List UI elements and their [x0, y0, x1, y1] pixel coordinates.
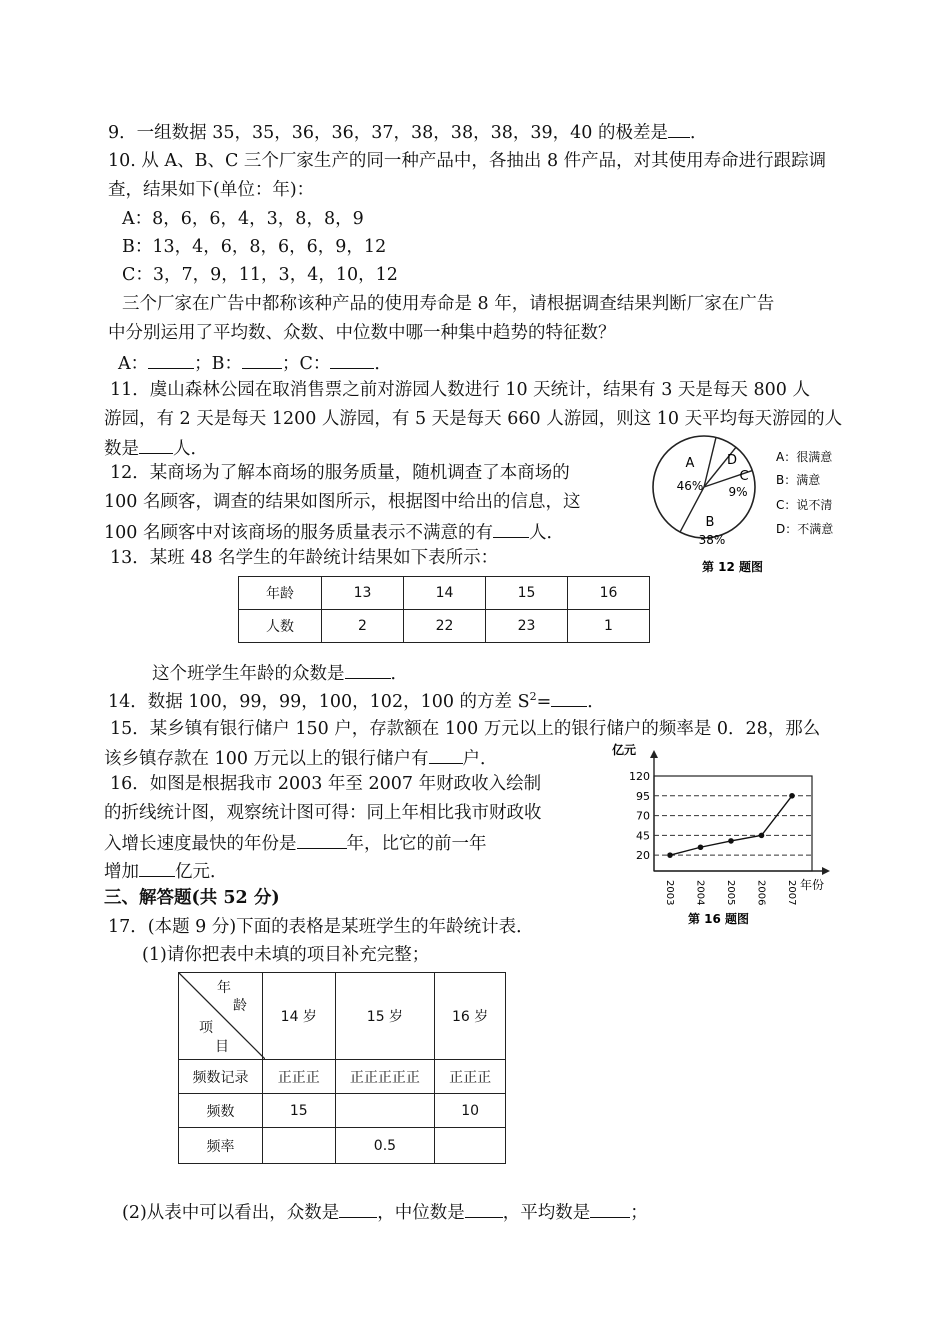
corner-label: 龄 [233, 998, 247, 1014]
table-cell: 10 [435, 1094, 506, 1128]
data-point [698, 844, 704, 850]
figure-caption: 第 16 题图 [688, 912, 750, 926]
question-15-line: 15．某乡镇有银行储户 150 户，存款额在 100 万元以上的银行储户的频率是 0．28，那么 [110, 719, 821, 739]
legend-b: B：满意 [776, 473, 821, 487]
question-17-part-2: (2)从表中可以看出，众数是 ，中位数是 ，平均数是 ； [122, 1200, 648, 1224]
question-13-followup: 这个班学生年龄的众数是 ． [152, 661, 408, 685]
table-header-cell: 16 [568, 577, 650, 610]
diagonal-header-cell [179, 973, 263, 1060]
question-12-line: 100 名顾客，调查的结果如图所示，根据图中给出的信息，这 [104, 492, 581, 512]
question-16-line: 的折线统计图，观察统计图可得：同上年相比我市财政收 [104, 803, 542, 823]
table-cell: 0.5 [335, 1128, 435, 1164]
table-header-cell: 14 岁 [262, 973, 335, 1060]
question-14: 14．数据 100，99，99，100，102，100 的方差 $S^2=$ ． [108, 690, 605, 712]
question-11-line: 11．虞山森林公园在取消售票之前对游园人数进行 10 天统计，结果有 3 天是每天 800 人 [110, 380, 810, 400]
factory-c-data: C：3，7，9，11，3，4，10，12 [122, 265, 398, 285]
question-11-line: 数是 人． [104, 436, 208, 460]
x-axis-arrow [822, 867, 830, 875]
question-10-answers: A： ；B： ；C： ． [118, 351, 392, 375]
answer-blank[interactable] [345, 661, 391, 679]
factory-b-data: B：13，4，6，8，6，6，9，12 [122, 237, 387, 257]
table-row [239, 610, 650, 643]
table-cell: 正正正 [435, 1060, 506, 1094]
table-cell: 1 [568, 610, 650, 643]
series-line [670, 796, 792, 855]
x-axis-label: 年份 [800, 878, 825, 892]
legend-d: D：不满意 [776, 522, 834, 536]
slice-label-b: B [705, 515, 715, 530]
question-10-line: 10. 从 A、B、C 三个厂家生产的同一种产品中，各抽出 8 件产品，对其使用寿命进行跟踪调 [108, 151, 827, 171]
y-axis-label: 亿元 [612, 743, 637, 757]
answer-blank[interactable] [242, 351, 282, 369]
question-10-line: 查，结果如下(单位：年)： [108, 180, 315, 200]
x-tick-label: 2006 [755, 880, 767, 906]
corner-label: 目 [215, 1039, 229, 1055]
x-tick-label: 2003 [664, 880, 675, 906]
answer-blank[interactable] [148, 351, 194, 369]
legend-a: A：很满意 [776, 450, 833, 464]
corner-label: 年 [217, 980, 231, 996]
question-13-line: 13．某班 48 名学生的年龄统计结果如下表所示： [110, 548, 499, 568]
pie-chart [653, 436, 755, 547]
x-tick-label: 2004 [694, 880, 706, 906]
plot-frame [654, 776, 812, 871]
y-tick-label: 95 [636, 789, 650, 803]
slice-percent-c: 9% [728, 485, 748, 499]
table-cell: 正正正正正 [335, 1060, 435, 1094]
question-16-line: 16．如图是根据我市 2003 年至 2007 年财政收入绘制 [110, 774, 542, 794]
question-9: 9．一组数据 35，35，36，36，37，38，38，38，39，40 的极差是 ． [108, 120, 707, 144]
question-12-line: 12．某商场为了解本商场的服务质量，随机调查了本商场的 [110, 463, 570, 483]
data-point [759, 833, 765, 839]
answer-blank[interactable] [429, 746, 463, 764]
table-cell: 正正正 [262, 1060, 335, 1094]
slice-label-c: C [739, 469, 749, 484]
table-cell: 2 [322, 610, 404, 643]
slice-label-d: D [726, 453, 738, 468]
corner-label: 项 [199, 1020, 213, 1036]
question-17-line: 17．(本题 9 分)下面的表格是某班学生的年龄统计表． [108, 917, 534, 937]
question-12-line: 100 名顾客中对该商场的服务质量表示不满意的有 人． [104, 520, 564, 544]
table-header-cell: 14 [404, 577, 486, 610]
table-cell[interactable] [335, 1094, 435, 1128]
row-label: 频数 [179, 1094, 263, 1128]
row-label: 频数记录 [179, 1060, 263, 1094]
age-table [238, 576, 650, 643]
answer-blank[interactable] [493, 520, 529, 538]
slice-label-a: A [685, 456, 695, 471]
table-row [179, 1128, 506, 1164]
slice-percent-b: 38% [698, 533, 726, 547]
y-tick-label: 45 [636, 829, 650, 843]
answer-blank[interactable] [297, 831, 347, 849]
section-heading: 三、解答题(共 52 分) [104, 888, 280, 908]
table-row [179, 1094, 506, 1128]
line-chart-figure [612, 742, 842, 934]
y-axis-arrow [650, 750, 658, 758]
table-header-cell: 年龄 [239, 577, 322, 610]
slice-percent-a: 46% [676, 479, 704, 493]
question-16-line: 增加 亿元． [104, 859, 228, 883]
y-tick-label: 120 [629, 770, 650, 783]
figure-caption: 第 12 题图 [702, 560, 764, 574]
table-header-cell: 13 [322, 577, 404, 610]
table-cell: 15 [262, 1094, 335, 1128]
answer-blank[interactable] [139, 436, 173, 454]
question-11-line: 游园，有 2 天是每天 1200 人游园，有 5 天是每天 660 人游园，则这 10 天平均每天游园的人 [104, 409, 843, 429]
answer-blank[interactable] [590, 1200, 630, 1218]
question-15-line: 该乡镇存款在 100 万元以上的银行储户有 户． [104, 746, 498, 770]
question-17-line: (1)请你把表中未填的项目补充完整； [142, 945, 430, 965]
table-header-cell: 15 [486, 577, 568, 610]
data-point [728, 838, 734, 844]
answer-blank[interactable] [339, 1200, 377, 1218]
row-label: 频率 [179, 1128, 263, 1164]
legend-c: C：说不清 [776, 498, 833, 512]
table-header-cell: 16 岁 [435, 973, 506, 1060]
question-10-line: 三个厂家在广告中都称该种产品的使用寿命是 8 年，请根据调查结果判断厂家在广告 [122, 294, 775, 314]
age-frequency-table [178, 972, 506, 1164]
table-row [179, 1060, 506, 1094]
question-16-line: 入增长速度最快的年份是 年，比它的前一年 [104, 831, 487, 855]
x-tick-label: 2005 [725, 880, 736, 906]
y-tick-label: 20 [636, 849, 650, 863]
table-header-cell: 15 岁 [335, 973, 435, 1060]
slice-boundary [680, 487, 704, 532]
answer-blank[interactable] [139, 859, 175, 877]
x-tick-label: 2007 [786, 880, 797, 906]
answer-blank[interactable] [465, 1200, 503, 1218]
y-tick-label: 70 [636, 809, 650, 823]
pie-chart-figure [640, 432, 860, 582]
answer-blank[interactable] [668, 120, 690, 138]
table-cell: 23 [486, 610, 568, 643]
table-cell: 人数 [239, 610, 322, 643]
table-cell[interactable] [435, 1128, 506, 1164]
answer-blank[interactable] [330, 351, 374, 369]
table-cell[interactable] [262, 1128, 335, 1164]
table-row [239, 577, 650, 610]
question-10-line: 中分别运用了平均数、众数、中位数中哪一种集中趋势的特征数？ [108, 323, 616, 343]
answer-blank[interactable] [551, 689, 587, 707]
table-row [179, 973, 506, 1060]
data-point [667, 852, 673, 858]
table-cell: 22 [404, 610, 486, 643]
data-point [789, 793, 795, 799]
factory-a-data: A：8，6，6，4，3，8，8，9 [122, 209, 364, 229]
